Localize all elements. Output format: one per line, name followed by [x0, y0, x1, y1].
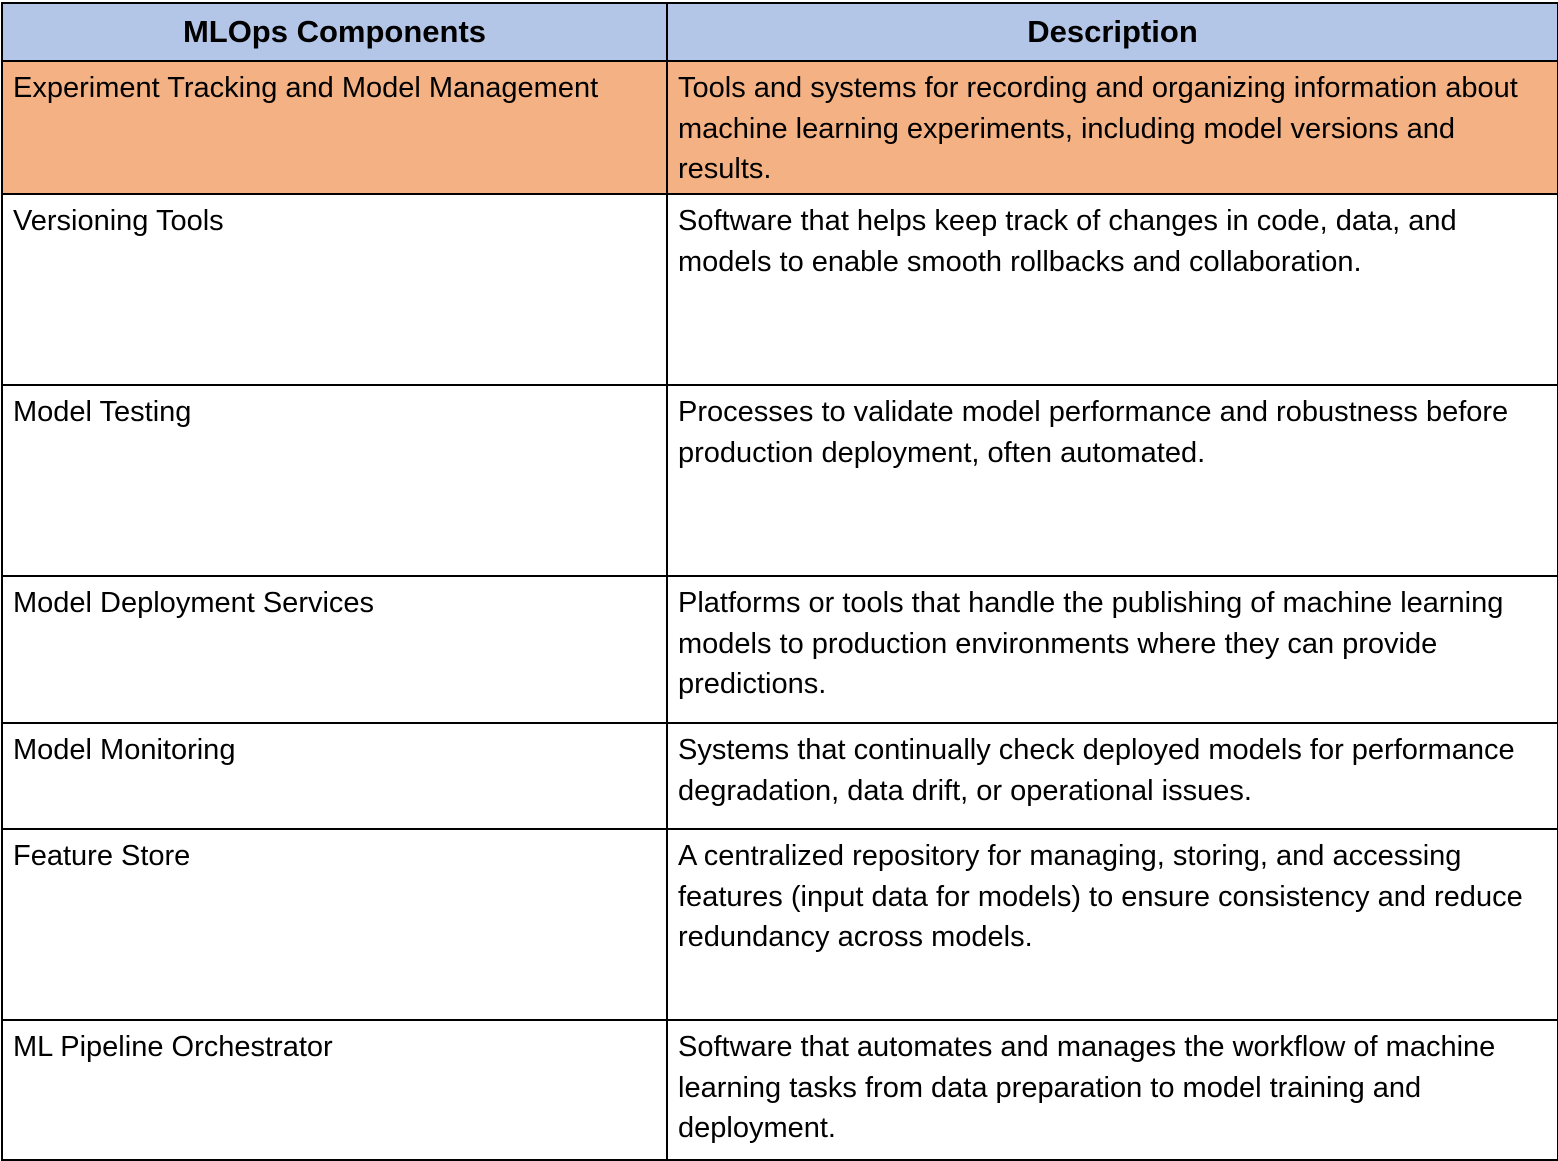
- table-header-row: [2, 3, 1558, 61]
- table-row-experiment-tracking: [2, 61, 1558, 194]
- component-cell: ML Pipeline Orchestrator: [2, 1020, 667, 1160]
- component-cell: Versioning Tools: [2, 194, 667, 385]
- component-cell: Feature Store: [2, 829, 667, 1020]
- description-cell: A centralized repository for managing, storing, and accessing features (input data for models) to ensure consistency and reduce redundancy across models.: [667, 829, 1558, 1020]
- mlops-components-table: [1, 2, 1558, 1161]
- header-mlops-components: MLOps Components: [2, 3, 667, 61]
- table-row-model-deployment: [2, 576, 1558, 723]
- table-row-feature-store: [2, 829, 1558, 1020]
- description-cell: Processes to validate model performance and robustness before production deployment, often automated.: [667, 385, 1558, 576]
- description-cell: Tools and systems for recording and organizing information about machine learning experiments, including model versions and results.: [667, 61, 1558, 194]
- table-row-ml-pipeline-orchestrator: [2, 1020, 1558, 1160]
- component-cell: Model Deployment Services: [2, 576, 667, 723]
- description-cell: Software that automates and manages the workflow of machine learning tasks from data preparation to model training and deployment.: [667, 1020, 1558, 1160]
- table-row-model-monitoring: [2, 723, 1558, 829]
- component-cell: Model Monitoring: [2, 723, 667, 829]
- table-row-versioning-tools: [2, 194, 1558, 385]
- description-cell: Systems that continually check deployed models for performance degradation, data drift, or operational issues.: [667, 723, 1558, 829]
- table-row-model-testing: [2, 385, 1558, 576]
- description-cell: Software that helps keep track of changes in code, data, and models to enable smooth rollbacks and collaboration.: [667, 194, 1558, 385]
- description-cell: Platforms or tools that handle the publishing of machine learning models to production environments where they can provide predictions.: [667, 576, 1558, 723]
- component-cell: Experiment Tracking and Model Management: [2, 61, 667, 194]
- header-description: Description: [667, 3, 1558, 61]
- component-cell: Model Testing: [2, 385, 667, 576]
